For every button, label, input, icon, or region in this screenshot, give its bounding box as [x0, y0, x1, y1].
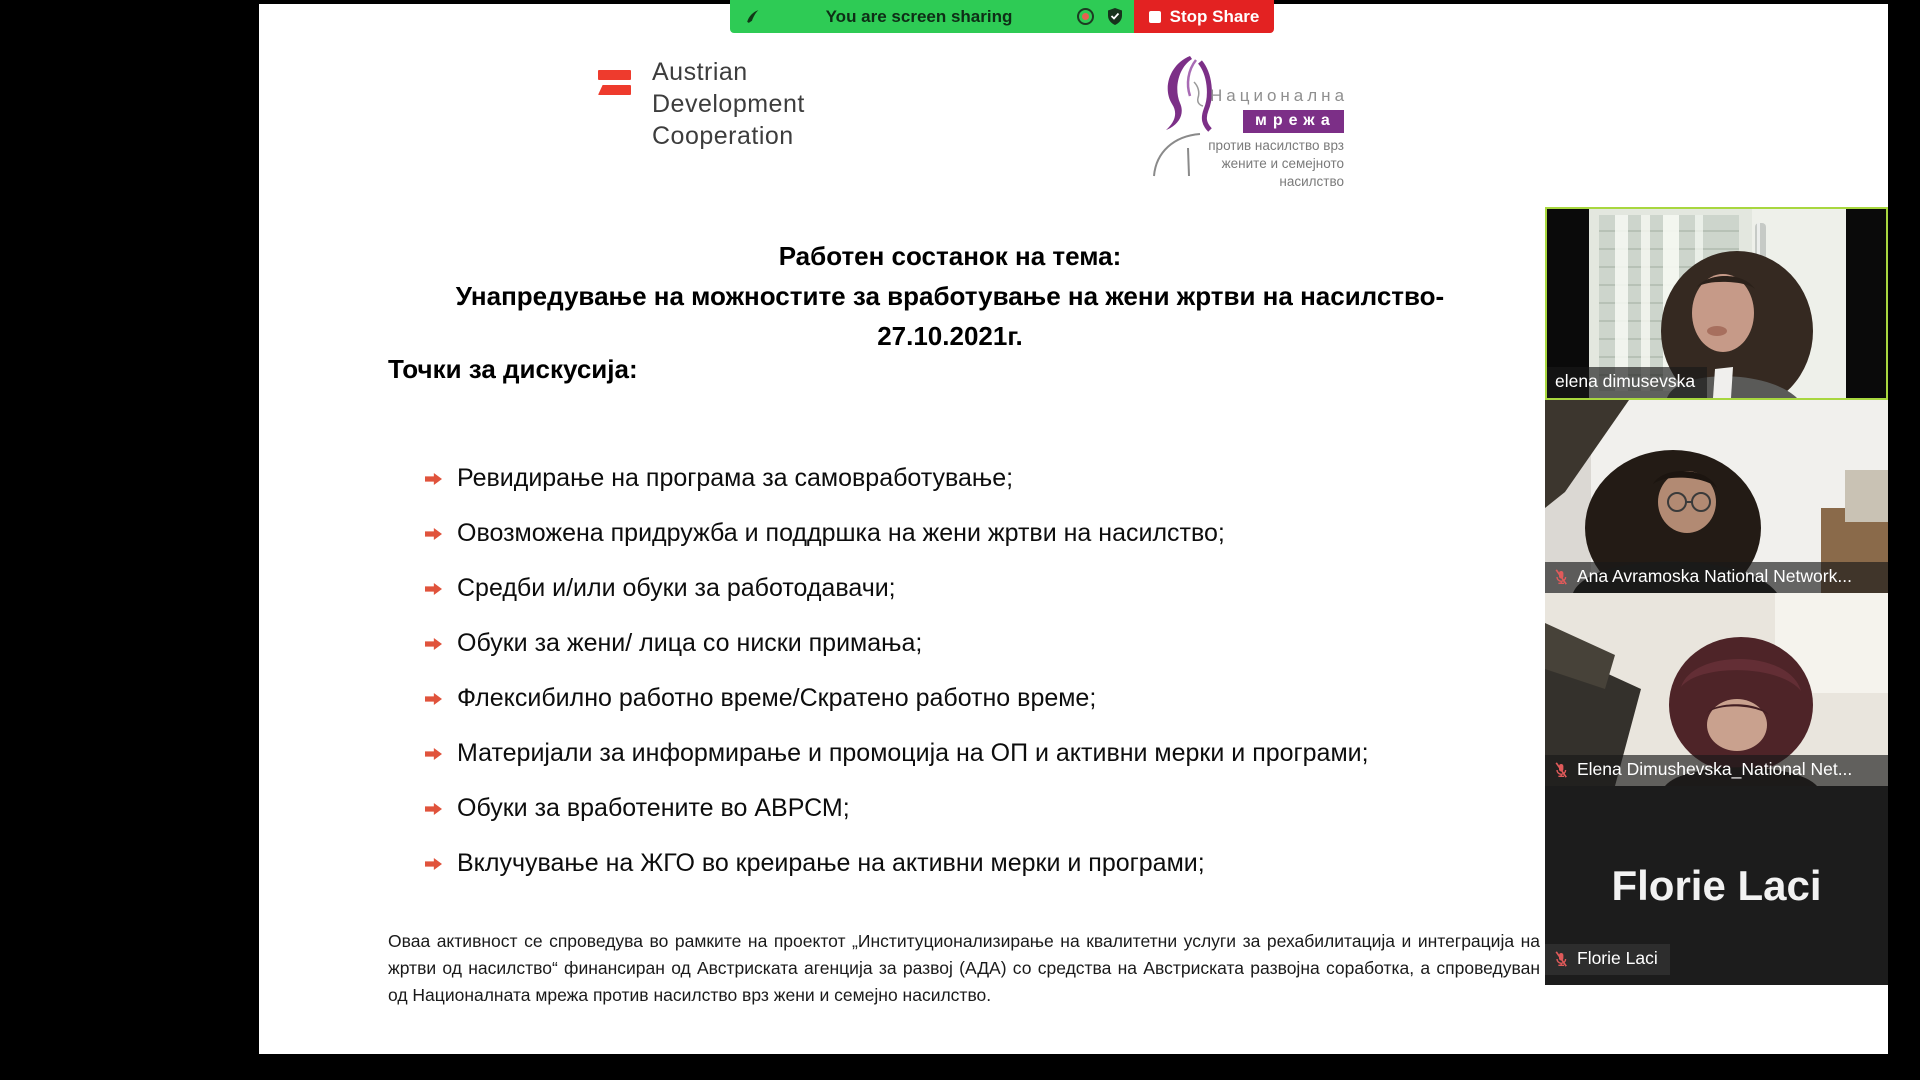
share-status-text: You are screen sharing	[825, 6, 1013, 26]
adc-logo-line1: Austrian	[652, 58, 748, 86]
participant-name: Florie Laci	[1577, 948, 1658, 968]
discussion-heading: Точки за дискусија:	[388, 354, 638, 384]
muted-mic-icon	[1553, 762, 1569, 778]
network-logo-name: Национална	[1210, 86, 1349, 105]
stop-share-button[interactable]: Stop Share	[1134, 0, 1274, 33]
share-status-segment	[730, 0, 1134, 33]
recording-indicator-icon	[1077, 8, 1094, 25]
participant-name: Ana Avramoska National Network...	[1577, 566, 1852, 586]
arrow-bullet-icon	[425, 803, 442, 815]
network-logo-tagline2: жените и семејното	[1221, 156, 1344, 171]
arrow-bullet-icon	[425, 473, 442, 485]
arrow-bullet-icon	[425, 638, 442, 650]
list-item: Средби и/или обуки за работодавачи;	[425, 574, 1369, 629]
list-item: Вклучување на ЖГО во креирање на активни мерки и програми;	[425, 849, 1369, 904]
title-line1: Работен состанок на тема:	[778, 241, 1122, 271]
muted-mic-icon	[1553, 951, 1569, 967]
muted-mic-icon	[1553, 569, 1569, 585]
participant-display-name: Florie Laci	[1611, 861, 1822, 909]
list-item: Материјали за информирање и промоција на ОП и активни мерки и програми;	[425, 739, 1369, 794]
discussion-list	[425, 464, 1369, 904]
shield-check-icon	[1106, 7, 1124, 26]
participant-tile-elena-dimushevska[interactable]	[1545, 593, 1888, 786]
annotation-pen-icon	[744, 8, 761, 25]
list-item: Обуки за жени/ лица со ниски примања;	[425, 629, 1369, 684]
adc-logo-line3: Cooperation	[652, 122, 794, 150]
participant-name: elena dimusevska	[1555, 371, 1696, 391]
project-footnote: Оваа активност се спроведува во рамките на проектот „Институционализирање на квалитетни услуги за рехабилитација и интеграција на жртви од насилство“ финансиран од Австриската агенција за развој (АДА) со средства на Австриската развојна соработка, а спроведуван од Националната мрежа против насилство врз жени и семејно насилство.	[388, 931, 1540, 1005]
participants-panel	[1545, 207, 1888, 985]
title-line2: Унапредување на можностите за вработување на жени жртви на насилство-	[455, 281, 1445, 311]
list-item: Ревидирање на програма за самовработување;	[425, 464, 1369, 519]
arrow-bullet-icon	[425, 858, 442, 870]
network-logo-band: мрежа	[1243, 110, 1344, 133]
list-item: Овозможена придружба и поддршка на жени жртви на насилство;	[425, 519, 1369, 574]
participant-name-tag	[1545, 944, 1670, 975]
participant-name-tag	[1545, 755, 1888, 786]
arrow-bullet-icon	[425, 748, 442, 760]
title-line3: 27.10.2021г.	[877, 321, 1023, 351]
arrow-bullet-icon	[425, 528, 442, 540]
participant-name-tag	[1547, 367, 1707, 398]
stop-icon	[1149, 11, 1161, 23]
list-item: Обуки за вработените во АВРСМ;	[425, 794, 1369, 849]
adc-logo-line2: Development	[652, 90, 805, 118]
adc-logo	[598, 56, 805, 152]
national-network-logo	[1148, 52, 1349, 189]
participant-name-tag	[1545, 562, 1888, 593]
participant-tile-elena-dimusevska[interactable]	[1545, 207, 1888, 400]
participant-name: Elena Dimushevska_National Net...	[1577, 759, 1853, 779]
woman-silhouette-icon	[1148, 52, 1218, 177]
arrow-bullet-icon	[425, 583, 442, 595]
arrow-bullet-icon	[425, 693, 442, 705]
network-logo-tagline1: против насилство врз	[1208, 138, 1344, 153]
document-title	[385, 236, 1515, 356]
participant-tile-ana-avramoska[interactable]	[1545, 400, 1888, 593]
austria-flag-icon	[598, 56, 632, 152]
list-item: Флексибилно работно време/Скратено работно време;	[425, 684, 1369, 739]
participant-tile-florie-laci[interactable]	[1545, 786, 1888, 985]
screen-share-bar	[730, 0, 1274, 33]
network-logo-tagline3: насилство	[1279, 174, 1344, 189]
